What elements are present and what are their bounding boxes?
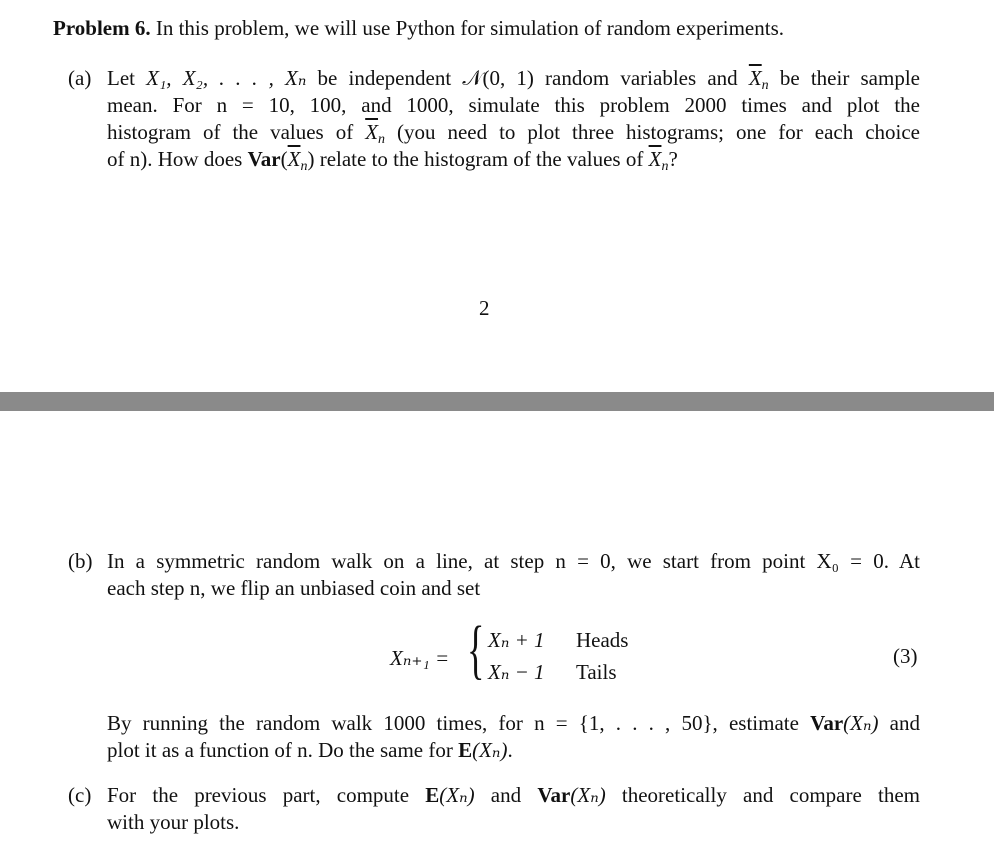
problem-intro: In this problem, we will use Python for simulation of random experiments. xyxy=(155,16,785,40)
equation-number: (3) xyxy=(893,644,918,668)
part-a-line-1: Let X₁, X₂, . . . , Xₙ be independent 𝒩(0, 1) random variables and $\overline{X}_n$ be their sample xyxy=(107,66,920,93)
equation-lhs: Xₙ₊₁ = xyxy=(390,646,450,670)
random-walk-equation xyxy=(390,613,670,691)
page-divider xyxy=(0,392,994,411)
part-c-line-1: For the previous part, compute E(Xₙ) and Var(Xₙ) theoretically and compare them xyxy=(107,783,920,807)
part-c-marker: (c) xyxy=(68,783,92,807)
part-b-line-2: each step n, we flip an unbiased coin and set xyxy=(107,576,481,600)
left-brace-icon: { xyxy=(467,613,485,686)
part-a-line-3: histogram of the values of $\overline{X}_n$ (you need to plot three histograms; one for each choice xyxy=(107,120,920,147)
case-1-cond: Heads xyxy=(576,628,629,652)
part-a-line-2: mean. For n = 10, 100, and 1000, simulate this problem 2000 times and plot the xyxy=(107,93,920,117)
page-top xyxy=(0,0,994,392)
part-b-line-1: In a symmetric random walk on a line, at step n = 0, we start from point X₀ = 0. At xyxy=(107,549,920,573)
part-a-line-4: of n). How does $Var(\overline{X}_n)$ relate to the histogram of the values of $\overline{X}_n$? xyxy=(107,147,678,174)
page-bottom xyxy=(0,411,994,863)
part-b-line-4: plot it as a function of n. Do the same for E(Xₙ). xyxy=(107,738,513,762)
part-b-marker: (b) xyxy=(68,549,93,573)
case-2-expr: Xₙ − 1 xyxy=(488,660,545,684)
page-number: 2 xyxy=(479,296,490,320)
problem-heading xyxy=(53,15,784,42)
case-1-expr: Xₙ + 1 xyxy=(488,628,545,652)
case-2-cond: Tails xyxy=(576,660,617,684)
part-c-line-2: with your plots. xyxy=(107,810,240,834)
problem-label: Problem 6. xyxy=(53,16,151,40)
part-b-line-3: By running the random walk 1000 times, for n = {1, . . . , 50}, estimate Var(Xₙ) and xyxy=(107,711,920,735)
part-a-marker: (a) xyxy=(68,66,92,90)
